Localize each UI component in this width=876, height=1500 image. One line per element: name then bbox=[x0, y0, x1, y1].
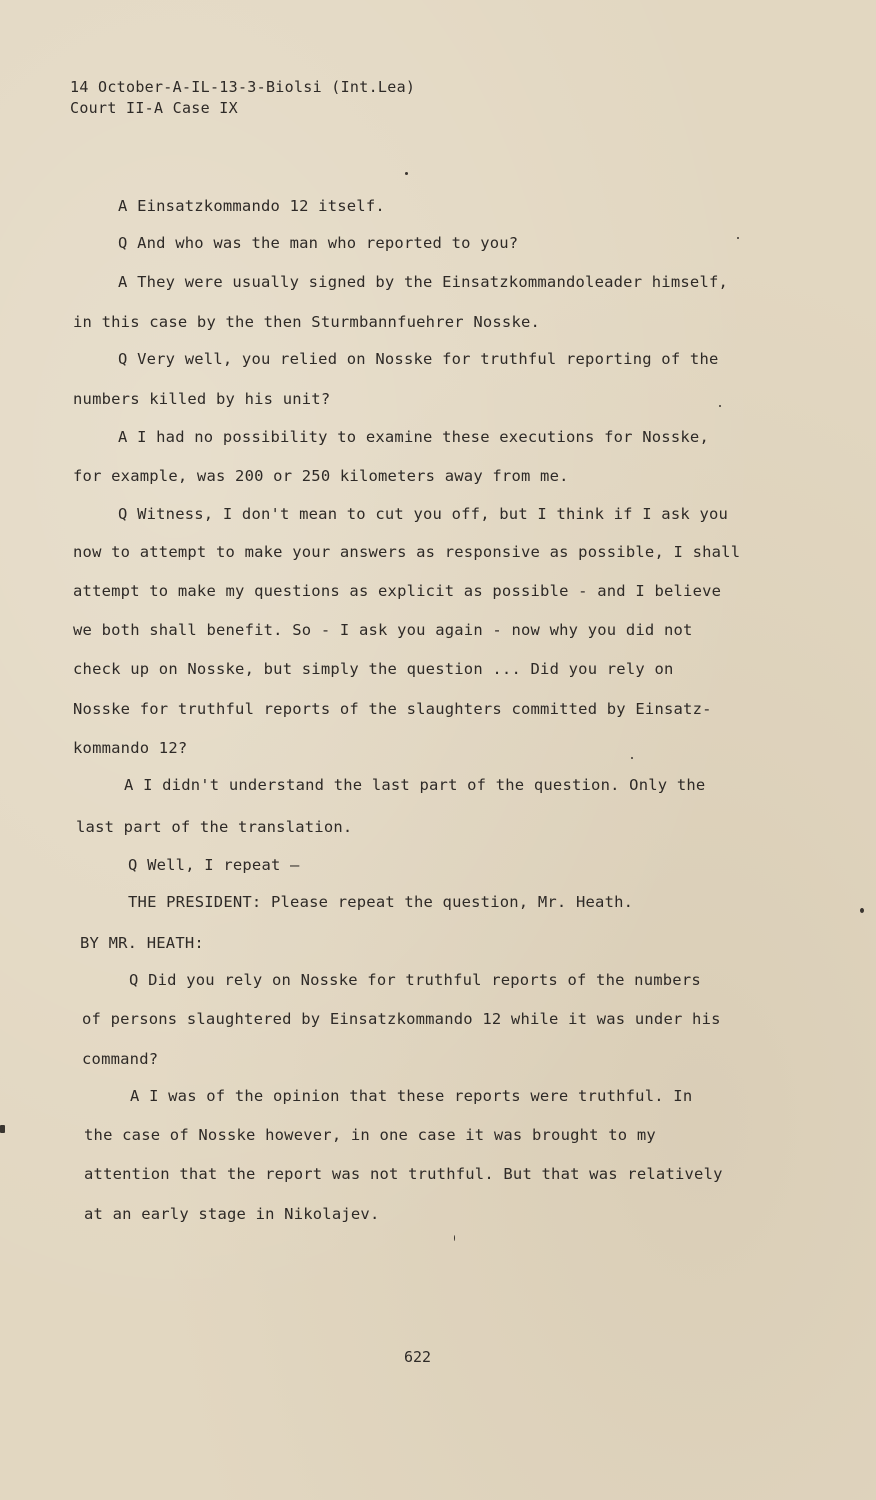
paper-speck bbox=[737, 237, 739, 239]
paper-speck bbox=[405, 172, 408, 175]
transcript-line: A I was of the opinion that these reports were truthful. In bbox=[130, 1087, 693, 1105]
transcript-line: last part of the translation. bbox=[76, 818, 353, 836]
transcript-line: Q Well, I repeat — bbox=[128, 856, 300, 874]
document-header-court: Court II-A Case IX bbox=[70, 99, 238, 117]
transcript-line: THE PRESIDENT: Please repeat the question, Mr. Heath. bbox=[128, 893, 634, 911]
transcript-line: in this case by the then Sturmbannfuehrer Nosske. bbox=[73, 313, 541, 331]
transcript-line: attempt to make my questions as explicit as possible - and I believe bbox=[73, 582, 722, 600]
transcript-line: kommando 12? bbox=[73, 739, 188, 757]
transcript-line: attention that the report was not truthful. But that was relatively bbox=[84, 1165, 723, 1183]
transcript-line: for example, was 200 or 250 kilometers away from me. bbox=[73, 467, 569, 485]
transcript-line: Q And who was the man who reported to you? bbox=[118, 234, 519, 252]
document-header-reference: 14 October-A-IL-13-3-Biolsi (Int.Lea) bbox=[70, 78, 416, 96]
transcript-line: A Einsatzkommando 12 itself. bbox=[118, 197, 385, 215]
paper-speck bbox=[454, 1235, 455, 1241]
transcript-line: A They were usually signed by the Einsatzkommandoleader himself, bbox=[118, 273, 729, 291]
transcript-line: the case of Nosske however, in one case it was brought to my bbox=[84, 1126, 656, 1144]
page-number: 622 bbox=[404, 1348, 432, 1366]
transcript-line: Q Did you rely on Nosske for truthful reports of the numbers bbox=[129, 971, 701, 989]
transcript-line: now to attempt to make your answers as responsive as possible, I shall bbox=[73, 543, 741, 561]
transcript-line: A I had no possibility to examine these executions for Nosske, bbox=[118, 428, 709, 446]
transcript-line: we both shall benefit. So - I ask you again - now why you did not bbox=[73, 621, 693, 639]
transcript-line: command? bbox=[82, 1050, 159, 1068]
paper-speck bbox=[631, 757, 633, 759]
transcript-line: numbers killed by his unit? bbox=[73, 390, 331, 408]
transcript-line: Q Witness, I don't mean to cut you off, but I think if I ask you bbox=[118, 505, 729, 523]
transcript-line: of persons slaughtered by Einsatzkommando 12 while it was under his bbox=[82, 1010, 721, 1028]
transcript-line: Q Very well, you relied on Nosske for truthful reporting of the bbox=[118, 350, 719, 368]
transcript-line: A I didn't understand the last part of the question. Only the bbox=[124, 776, 706, 794]
transcript-line: at an early stage in Nikolajev. bbox=[84, 1205, 380, 1223]
transcript-line: Nosske for truthful reports of the slaughters committed by Einsatz- bbox=[73, 700, 712, 718]
transcript-line: check up on Nosske, but simply the question ... Did you rely on bbox=[73, 660, 674, 678]
paper-speck bbox=[0, 1125, 5, 1133]
transcript-line: BY MR. HEATH: bbox=[80, 934, 204, 952]
paper-speck bbox=[860, 908, 864, 913]
paper-speck bbox=[719, 405, 721, 407]
